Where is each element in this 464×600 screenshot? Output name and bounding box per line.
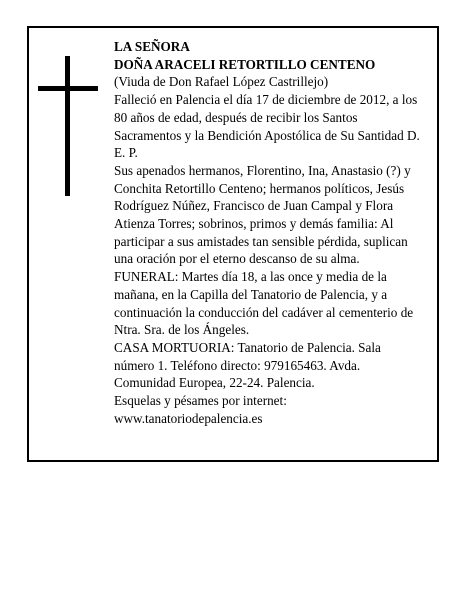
casa-mortuoria-paragraph: CASA MORTUORIA: Tanatorio de Palencia. Sala número 1. Teléfono directo: 979165463. Avda. Comunidad Europea, 22-24. Palencia.: [114, 339, 381, 391]
death-paragraph: Falleció en Palencia el día 17 de diciembre de 2012, a los 80 años de edad, después de recibir los Santos Sacramentos y la Bendición Apostólica de Su Santidad D. E. P.: [114, 92, 420, 161]
deceased-name: DOÑA ARACELI RETORTILLO CENTENO: [114, 56, 376, 72]
cross-vertical-bar: [65, 56, 70, 196]
website-link[interactable]: www.tanatoriodepalencia.es: [114, 410, 263, 426]
widow-line: (Viuda de Don Rafael López Castrillejo): [114, 74, 329, 90]
funeral-paragraph: FUNERAL: Martes día 18, a las once y media de la mañana, en la Capilla del Tanatorio de Palencia, y a continuación la conducción del cadáver al cementerio de Ntra. Sra. de los Ángeles.: [114, 269, 414, 338]
cross-horizontal-bar: [38, 86, 98, 91]
cross-icon: [38, 56, 98, 196]
family-paragraph: Sus apenados hermanos, Florentino, Ina, Anastasio (?) y Conchita Retortillo Centeno; hermanos políticos, Jesús Rodríguez Núñez, Francisco de Juan Campal y Flora Atienza Torres; sobrinos, primos y demás familia: Al participar a sus amistades tan sensible pérdida, suplican una oración por el eterno descanso de su alma.: [114, 162, 411, 267]
obituary-text: [114, 38, 424, 427]
internet-label: Esquelas y pésames por internet:: [114, 393, 287, 409]
title-line: LA SEÑORA: [114, 39, 190, 54]
